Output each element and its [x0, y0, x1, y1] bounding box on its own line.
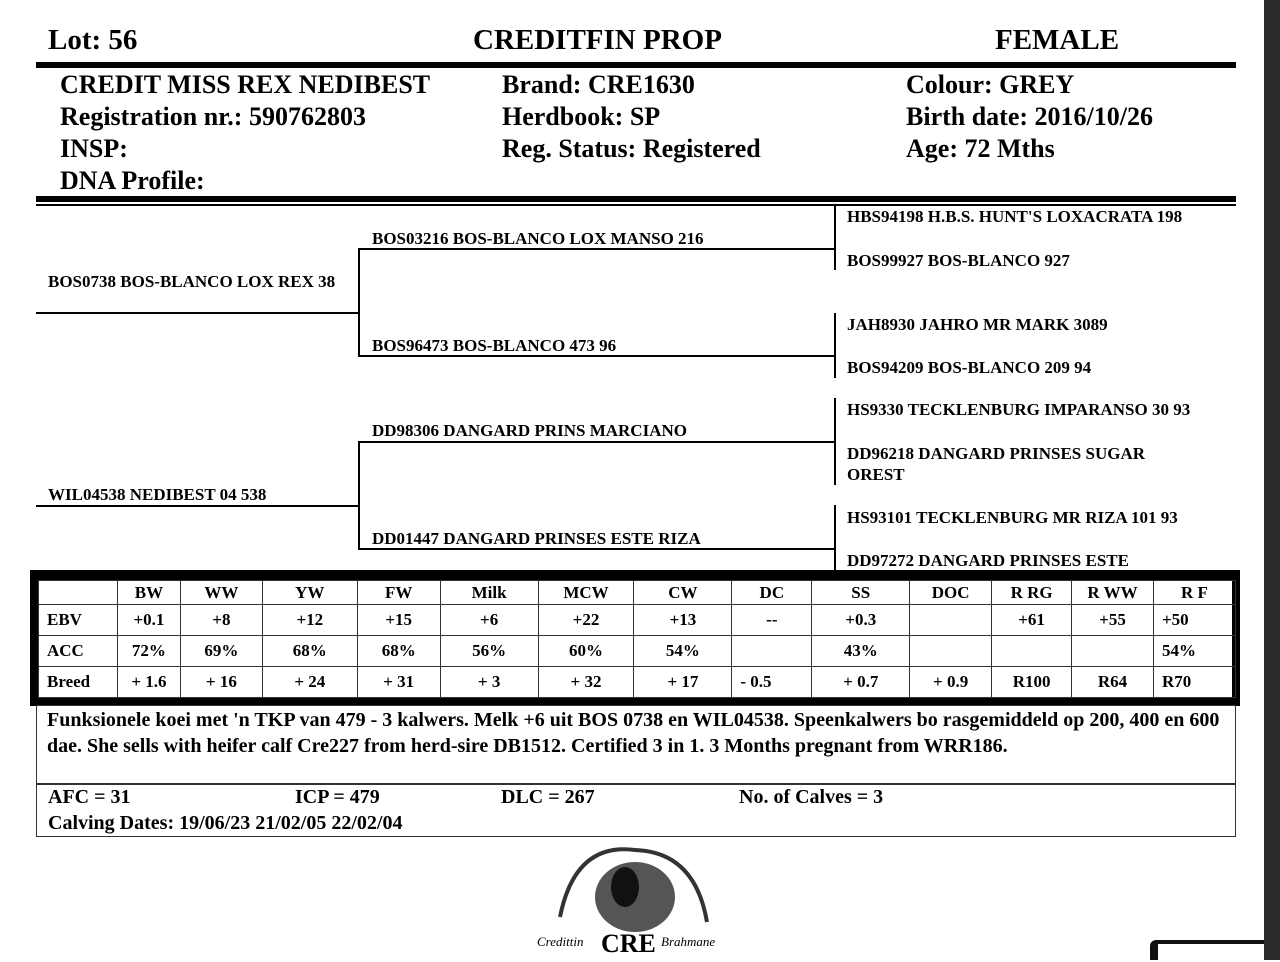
no-of-calves: No. of Calves = 3: [739, 786, 884, 808]
pedigree-dds: HS93101 TECKLENBURG MR RIZA 101 93: [847, 508, 1178, 527]
pedigree-line: [358, 441, 360, 549]
table-cell: +50: [1153, 605, 1235, 636]
pedigree-sdd: BOS94209 BOS-BLANCO 209 94: [847, 358, 1092, 377]
stats-box: [36, 784, 1236, 837]
table-cell: + 31: [357, 667, 440, 698]
table-cell: +61: [992, 605, 1072, 636]
table-cell: 54%: [634, 636, 732, 667]
table-cell: +0.1: [117, 605, 180, 636]
table-row: [39, 667, 1236, 698]
pedigree-line: [834, 398, 836, 485]
window-edge: [1264, 0, 1280, 960]
table-row: [39, 636, 1236, 667]
table-cell: 72%: [117, 636, 180, 667]
pedigree-line: [36, 505, 358, 507]
pedigree-line: [834, 505, 836, 570]
column-header: DC: [732, 581, 812, 605]
table-cell: + 0.7: [812, 667, 910, 698]
column-header: YW: [262, 581, 357, 605]
table-cell: R70: [1153, 667, 1235, 698]
column-header: SS: [812, 581, 910, 605]
svg-text:CRE: CRE: [601, 929, 656, 957]
table-cell: [910, 636, 992, 667]
table-cell: [732, 636, 812, 667]
column-header: [39, 581, 118, 605]
pedigree-ds: DD98306 DANGARD PRINS MARCIANO: [372, 421, 687, 440]
table-cell: +13: [634, 605, 732, 636]
table-cell: R64: [1072, 667, 1154, 698]
divider: [36, 196, 1236, 202]
dna-profile: DNA Profile:: [60, 166, 205, 195]
table-cell: +12: [262, 605, 357, 636]
table-cell: +6: [440, 605, 538, 636]
column-header: MCW: [538, 581, 634, 605]
ebv-table: [38, 580, 1236, 698]
comments: Funksionele koei met 'n TKP van 479 - 3 kalwers. Melk +6 uit BOS 0738 en WIL04538. Speenkalwers bo rasgemiddeld op 200, 400 en 600 dae. She sells with heifer calf Cre227 from herd-sire DB1512. Certified 3 in 1. 3 Months pregnant from WRR186.: [36, 705, 1236, 784]
pedigree-line: [834, 205, 836, 270]
row-label: Breed: [39, 667, 118, 698]
table-cell: + 3: [440, 667, 538, 698]
row-label: ACC: [39, 636, 118, 667]
pedigree-ssd: BOS99927 BOS-BLANCO 927: [847, 251, 1070, 270]
sex: FEMALE: [995, 24, 1120, 56]
svg-text:Credittin: Credittin: [537, 934, 584, 949]
table-cell: + 0.9: [910, 667, 992, 698]
table-cell: 56%: [440, 636, 538, 667]
column-header: R F: [1153, 581, 1235, 605]
table-cell: [992, 636, 1072, 667]
svg-text:Brahmane: Brahmane: [661, 934, 716, 949]
reg-status: Reg. Status: Registered: [502, 134, 761, 163]
logo-bull-icon: [535, 842, 735, 957]
pedigree-sire: BOS0738 BOS-BLANCO LOX REX 38: [48, 272, 336, 291]
birth-date: Birth date: 2016/10/26: [906, 102, 1153, 131]
pedigree-ddd: DD97272 DANGARD PRINSES ESTE: [847, 551, 1129, 570]
divider: [36, 62, 1236, 68]
column-header: DOC: [910, 581, 992, 605]
dlc: DLC = 267: [501, 786, 595, 808]
table-cell: + 17: [634, 667, 732, 698]
pedigree-ss: BOS03216 BOS-BLANCO LOX MANSO 216: [372, 229, 704, 248]
seller-name: CREDITFIN PROP: [473, 24, 722, 56]
icp: ICP = 479: [295, 786, 380, 808]
column-header: WW: [180, 581, 262, 605]
brand-logo: [535, 842, 735, 957]
age: Age: 72 Mths: [906, 134, 1055, 163]
table-row: [39, 605, 1236, 636]
afc: AFC = 31: [48, 786, 131, 808]
row-label: EBV: [39, 605, 118, 636]
column-header: R WW: [1072, 581, 1154, 605]
registration: Registration nr.: 590762803: [60, 102, 366, 131]
column-header: FW: [357, 581, 440, 605]
column-header: R RG: [992, 581, 1072, 605]
table-cell: 43%: [812, 636, 910, 667]
pedigree-dsd: DD96218 DANGARD PRINSES SUGAR OREST: [847, 444, 1145, 484]
lot-number: Lot: 56: [48, 24, 138, 56]
table-cell: - 0.5: [732, 667, 812, 698]
pedigree-line: [834, 313, 836, 378]
table-cell: 54%: [1153, 636, 1235, 667]
pedigree-dam: WIL04538 NEDIBEST 04 538: [48, 485, 267, 504]
column-header: BW: [117, 581, 180, 605]
column-header: Milk: [440, 581, 538, 605]
column-header: CW: [634, 581, 732, 605]
table-cell: R100: [992, 667, 1072, 698]
calving-dates: Calving Dates: 19/06/23 21/02/05 22/02/04: [48, 812, 403, 834]
animal-name: CREDIT MISS REX NEDIBEST: [60, 70, 431, 99]
colour: Colour: GREY: [906, 70, 1075, 99]
table-cell: --: [732, 605, 812, 636]
herdbook: Herdbook: SP: [502, 102, 661, 131]
next-lot-thumbnail[interactable]: [1150, 940, 1265, 960]
table-cell: 68%: [262, 636, 357, 667]
table-cell: [910, 605, 992, 636]
table-cell: +55: [1072, 605, 1154, 636]
pedigree-line: [358, 248, 360, 356]
table-cell: + 1.6: [117, 667, 180, 698]
table-cell: 60%: [538, 636, 634, 667]
table-cell: +22: [538, 605, 634, 636]
table-cell: 68%: [357, 636, 440, 667]
pedigree-sss: HBS94198 H.B.S. HUNT'S LOXACRATA 198: [847, 207, 1183, 226]
pedigree-dd: DD01447 DANGARD PRINSES ESTE RIZA: [372, 529, 701, 548]
table-cell: +15: [357, 605, 440, 636]
pedigree-line: [358, 441, 834, 443]
table-cell: + 16: [180, 667, 262, 698]
pedigree-dss: HS9330 TECKLENBURG IMPARANSO 30 93: [847, 400, 1191, 419]
brand: Brand: CRE1630: [502, 70, 695, 99]
insp: INSP:: [60, 134, 128, 163]
table-cell: [1072, 636, 1154, 667]
pedigree-sds: JAH8930 JAHRO MR MARK 3089: [847, 315, 1108, 334]
table-cell: + 24: [262, 667, 357, 698]
table-cell: +8: [180, 605, 262, 636]
table-cell: +0.3: [812, 605, 910, 636]
pedigree-line: [36, 312, 358, 314]
table-cell: + 32: [538, 667, 634, 698]
pedigree-sd: BOS96473 BOS-BLANCO 473 96: [372, 336, 617, 355]
table-cell: 69%: [180, 636, 262, 667]
